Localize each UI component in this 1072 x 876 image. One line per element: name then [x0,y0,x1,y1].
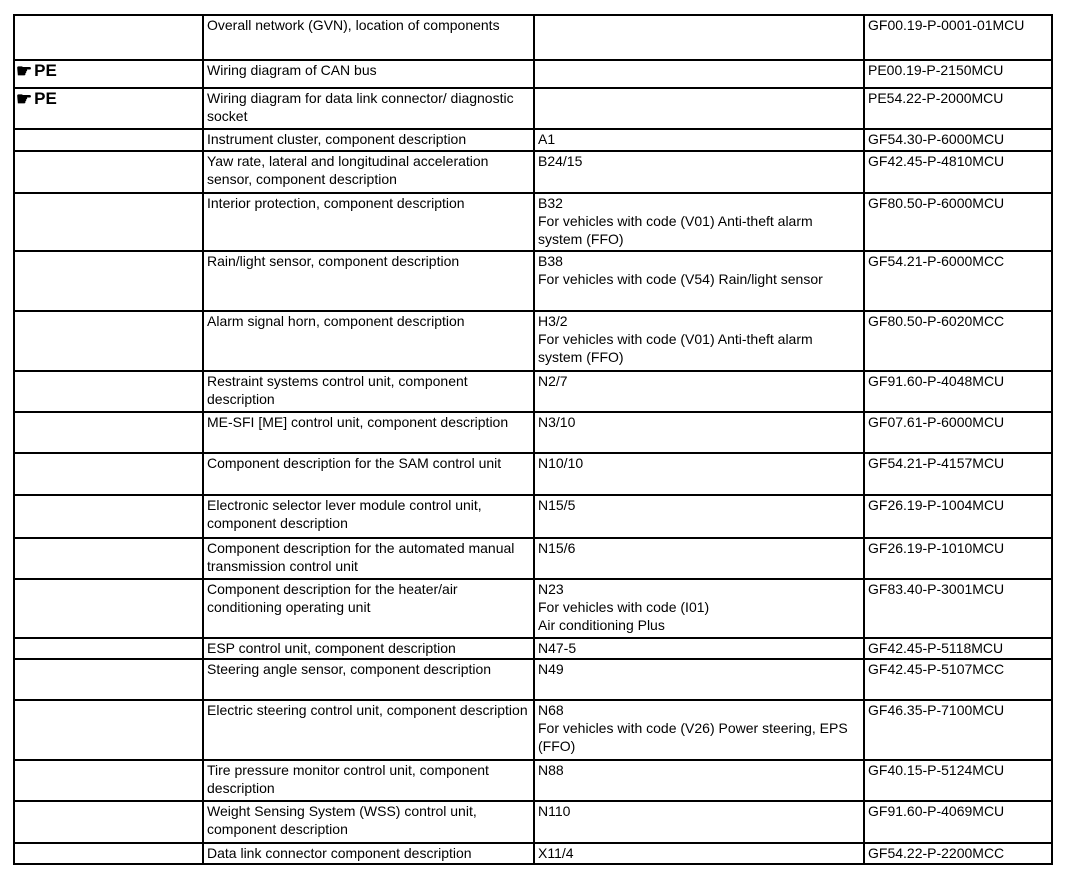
ref-cell [14,371,203,412]
document-number-link[interactable]: GF40.15-P-5124MCU [864,760,1052,801]
document-number-link[interactable]: GF80.50-P-6000MCU [864,193,1052,251]
component-code: N10/10 [538,455,584,471]
component-cell [534,15,864,60]
table-row [14,453,1052,495]
table-row [14,638,1052,659]
ref-cell [14,700,203,760]
ref-cell [14,843,203,864]
component-cell [534,311,864,371]
component-code: N2/7 [538,373,568,389]
component-code: N88 [538,762,564,778]
ref-cell [14,251,203,311]
pe-reference-link[interactable] [16,89,199,109]
description-cell: Component description for the SAM control unit [203,453,534,495]
component-cell [534,760,864,801]
document-number-link[interactable]: GF54.21-P-6000MCC [864,251,1052,311]
document-number-link[interactable]: PE00.19-P-2150MCU [864,60,1052,88]
component-note: For vehicles with code (V01) Anti-theft alarm system (FFO) [538,213,813,247]
description-cell: Wiring diagram for data link connector/ diagnostic socket [203,88,534,129]
ref-cell [14,453,203,495]
component-code: N15/5 [538,497,576,513]
component-code: N47-5 [538,640,577,656]
document-number-link[interactable]: GF54.30-P-6000MCU [864,129,1052,151]
component-cell [534,60,864,88]
document-number-link[interactable]: GF83.40-P-3001MCU [864,579,1052,638]
description-cell: Rain/light sensor, component description [203,251,534,311]
component-code: A1 [538,131,556,147]
ref-cell [14,193,203,251]
ref-cell [14,129,203,151]
pe-label: PE [34,61,57,80]
component-cell [534,88,864,129]
document-number-link[interactable]: GF46.35-P-7100MCU [864,700,1052,760]
description-cell: Overall network (GVN), location of components [203,15,534,60]
component-note: For vehicles with code (V26) Power steering, EPS (FFO) [538,720,848,754]
description-cell: Electronic selector lever module control unit, component description [203,495,534,538]
table-row [14,88,1052,129]
pe-reference-link[interactable] [16,61,199,81]
component-note: Air conditioning Plus [538,617,665,633]
component-note: For vehicles with code (I01) [538,599,710,615]
component-code: B38 [538,253,563,269]
table-row [14,151,1052,193]
component-code: B24/15 [538,153,583,169]
ref-cell [14,151,203,193]
ref-cell [14,412,203,453]
component-reference-table [13,14,1053,865]
ref-cell [14,495,203,538]
component-code: N68 [538,702,564,718]
ref-cell [14,579,203,638]
table-row [14,371,1052,412]
table-row [14,412,1052,453]
ref-cell [14,801,203,843]
document-number-link[interactable]: GF54.21-P-4157MCU [864,453,1052,495]
description-cell: Electric steering control unit, component description [203,700,534,760]
component-cell [534,151,864,193]
component-cell [534,371,864,412]
component-code: N3/10 [538,414,576,430]
document-number-link[interactable]: GF07.61-P-6000MCU [864,412,1052,453]
table-row [14,15,1052,60]
document-number-link[interactable]: GF54.22-P-2200MCC [864,843,1052,864]
table-row [14,193,1052,251]
description-cell: Instrument cluster, component description [203,129,534,151]
description-cell: Alarm signal horn, component description [203,311,534,371]
component-cell [534,700,864,760]
table-row [14,311,1052,371]
component-cell [534,579,864,638]
description-cell: Component description for the automated manual transmission control unit [203,538,534,579]
document-number-link[interactable]: GF42.45-P-5107MCC [864,659,1052,700]
component-code: N110 [538,803,571,819]
document-number-link[interactable]: GF42.45-P-5118MCU [864,638,1052,659]
component-code: B32 [538,195,563,211]
description-cell: Data link connector component description [203,843,534,864]
document-number-link[interactable]: GF00.19-P-0001-01MCU [864,15,1052,60]
component-cell [534,412,864,453]
component-cell [534,495,864,538]
ref-cell [14,311,203,371]
component-note: For vehicles with code (V01) Anti-theft alarm system (FFO) [538,331,813,365]
ref-cell [14,538,203,579]
component-code: X11/4 [538,845,574,861]
component-cell [534,538,864,579]
component-cell [534,193,864,251]
document-number-link[interactable]: GF91.60-P-4069MCU [864,801,1052,843]
table-row [14,251,1052,311]
table-row [14,495,1052,538]
pointing-hand-icon: ☛ [16,61,33,81]
ref-cell [14,659,203,700]
description-cell: Steering angle sensor, component description [203,659,534,700]
component-cell [534,453,864,495]
component-cell [534,801,864,843]
description-cell: Wiring diagram of CAN bus [203,60,534,88]
table-row [14,760,1052,801]
ref-cell [14,88,203,129]
component-code: N15/6 [538,540,576,556]
ref-cell [14,760,203,801]
description-cell: ME-SFI [ME] control unit, component description [203,412,534,453]
ref-cell [14,15,203,60]
description-cell: Weight Sensing System (WSS) control unit, component description [203,801,534,843]
table-row [14,538,1052,579]
table-row [14,129,1052,151]
table-row [14,579,1052,638]
description-cell: Restraint systems control unit, component description [203,371,534,412]
description-cell: ESP control unit, component description [203,638,534,659]
document-number-link[interactable]: GF42.45-P-4810MCU [864,151,1052,193]
document-number-link[interactable]: GF80.50-P-6020MCC [864,311,1052,371]
pe-label: PE [34,89,57,108]
component-cell [534,129,864,151]
table-row [14,659,1052,700]
table-row [14,801,1052,843]
ref-cell [14,60,203,88]
document-number-link[interactable]: GF26.19-P-1004MCU [864,495,1052,538]
component-cell [534,251,864,311]
document-number-link[interactable]: PE54.22-P-2000MCU [864,88,1052,129]
description-cell: Yaw rate, lateral and longitudinal acceleration sensor, component description [203,151,534,193]
pointing-hand-icon: ☛ [16,89,33,109]
description-cell: Component description for the heater/air conditioning operating unit [203,579,534,638]
component-note: For vehicles with code (V54) Rain/light sensor [538,271,823,287]
component-code: N23 [538,581,564,597]
document-number-link[interactable]: GF91.60-P-4048MCU [864,371,1052,412]
component-code: H3/2 [538,313,568,329]
table-row [14,843,1052,864]
description-cell: Tire pressure monitor control unit, component description [203,760,534,801]
table-row [14,700,1052,760]
table-row [14,60,1052,88]
document-number-link[interactable]: GF26.19-P-1010MCU [864,538,1052,579]
component-cell [534,659,864,700]
description-cell: Interior protection, component description [203,193,534,251]
component-cell [534,843,864,864]
component-cell [534,638,864,659]
component-code: N49 [538,661,564,677]
ref-cell [14,638,203,659]
